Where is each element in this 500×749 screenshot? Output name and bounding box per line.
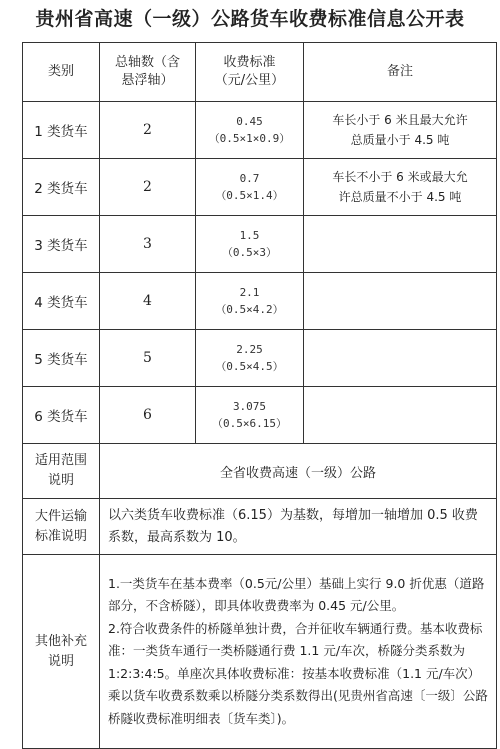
header-fee-line2: （元/公里） [214,73,285,88]
fee-formula: （0.5×6.15） [212,417,287,430]
table-row [23,387,497,444]
scope-label-line1: 适用范围 [34,453,87,468]
fee-cell [196,387,304,444]
fee-cell [196,330,304,387]
fee-table [22,42,497,749]
header-fee-line1: 收费标准 [223,55,276,70]
oversize-label-line2: 标准说明 [34,528,87,544]
other-para1: 1.一类货车在基本费率（0.5元/公里）基础上实行 9.0 折优惠（道路部分，不含桥隧），即具体收费费率为 0.45 元/公里。 [108,575,485,614]
category-cell: 5 类货车 [23,330,100,387]
axles-cell: 2 [100,102,196,159]
header-row [23,43,497,102]
fee-value: 0.7 [239,172,260,185]
category-cell: 6 类货车 [23,387,100,444]
other-label [23,555,100,749]
fee-cell [196,102,304,159]
table-row [23,273,497,330]
axles-cell: 4 [100,273,196,330]
page-title: 贵州省高速（一级）公路货车收费标准信息公开表 [35,8,465,30]
fee-value: 3.075 [232,400,267,413]
other-para2: 2.符合收费条件的桥隧单独计费，合并征收车辆通行费。基本收费标准：一类货车通行一类桥隧通行费 1.1 元/车次，桥隧分类系数为 1:2:3:4:5。单座次具体收费标准：按基本收费标准（1.1 元/车次）乘以货车收费系数乘以桥隧分类系数得出(见贵州省高速〔一级〕公路桥隧收费标准明细表〔货车类〕)。 [108,620,488,726]
fee-cell [196,216,304,273]
fee-formula: （0.5×4.5） [215,360,284,373]
oversize-label [23,499,100,555]
category-cell: 1 类货车 [23,102,100,159]
scope-text: 全省收费高速（一级）公路 [100,444,497,499]
header-axles-line1: 总轴数（含 [114,55,180,70]
header-axles [100,43,196,102]
fee-formula: （0.5×3） [221,246,278,259]
header-category: 类别 [23,43,100,102]
table-row [23,159,497,216]
axles-cell: 3 [100,216,196,273]
table-row [23,216,497,273]
header-note: 备注 [304,43,497,102]
fee-formula: （0.5×4.2） [215,303,284,316]
category-cell: 2 类货车 [23,159,100,216]
note-cell [304,159,497,216]
axles-cell: 5 [100,330,196,387]
fee-cell [196,159,304,216]
fee-cell [196,273,304,330]
note-cell [304,102,497,159]
note-line2: 总质量小于 4.5 吨 [350,133,450,147]
fee-value: 1.5 [239,229,260,242]
note-cell [304,330,497,387]
header-axles-line2: 悬浮轴） [121,73,174,88]
axles-cell: 2 [100,159,196,216]
note-cell [304,387,497,444]
scope-label [23,444,100,499]
oversize-text: 以六类货车收费标准（6.15）为基数，每增加一轴增加 0.5 收费系数，最高系数为 10。 [100,499,497,555]
category-cell: 3 类货车 [23,216,100,273]
fee-value: 2.25 [236,343,263,356]
axles-cell: 6 [100,387,196,444]
oversize-row [23,499,497,555]
table-row [23,330,497,387]
fee-value: 0.45 [236,115,263,128]
scope-row [23,444,497,499]
note-line2: 许总质量不小于 4.5 吨 [338,190,462,204]
other-label-line2: 说明 [47,653,74,669]
note-cell [304,216,497,273]
note-line1: 车长小于 6 米且最大允许 [332,113,468,127]
header-fee [196,43,304,102]
oversize-label-line1: 大件运输 [34,508,87,524]
other-row [23,555,497,749]
other-label-line1: 其他补充 [34,633,87,649]
scope-label-line2: 说明 [47,473,74,488]
fee-formula: （0.5×1×0.9） [208,132,291,145]
table-row [23,102,497,159]
note-line1: 车长不小于 6 米或最大允 [332,170,468,184]
fee-value: 2.1 [239,286,260,299]
other-text [100,555,497,749]
category-cell: 4 类货车 [23,273,100,330]
fee-formula: （0.5×1.4） [215,189,284,202]
note-cell [304,273,497,330]
